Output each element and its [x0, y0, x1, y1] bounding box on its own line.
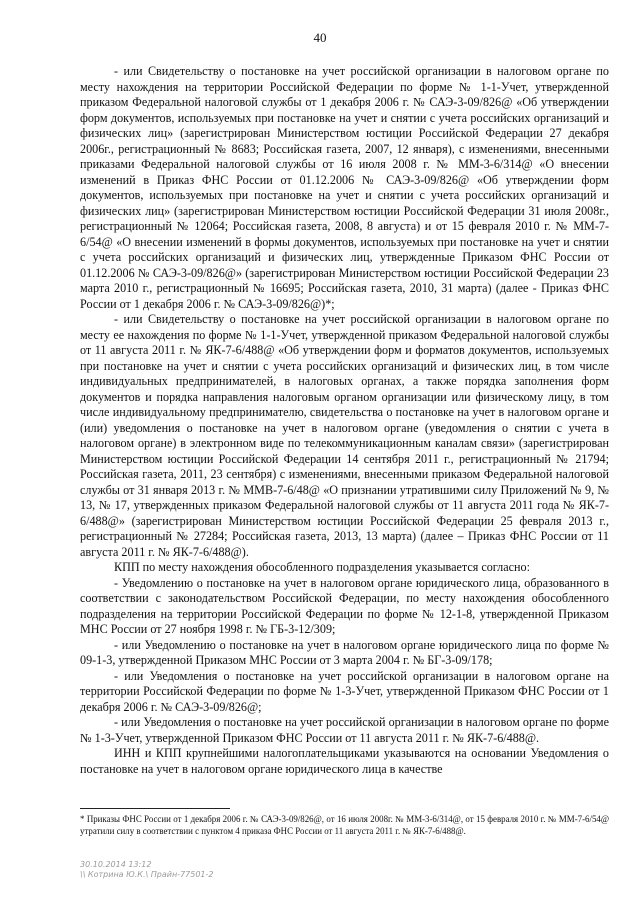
paragraph: - Уведомлению о постановке на учет в налоговом органе юридического лица, образованного в соответствии с законодательством Российской Федерации, по месту нахождения обособленного подразделения на территории Российской Федерации по форме № 12-1-8, утвержденной Приказом МНС России от 27 ноября 1998 г. № ГБ-3-12/309; [80, 575, 609, 636]
page-number: 40 [313, 30, 327, 45]
stamp-line: 30.10.2014 13:12 [80, 860, 152, 869]
paragraph: - или Уведомлению о постановке на учет в налоговом органе юридического лица по форме № 09-1-3, утвержденной Приказом МНС России от 3 марта 2004 г. № БГ-3-09/178; [80, 637, 609, 667]
paragraph: - или Уведомления о постановке на учет российской организации в налоговом органе по форме № 1-3-Учет, утвержденной Приказом ФНС России от 11 августа 2011 г. № ЯК-7-6/488@. [80, 715, 609, 745]
paragraph: - или Уведомления о постановке на учет российской организации в налоговом органе на территории Российской Федерации по форме № 1-3-Учет, утвержденной Приказом ФНС России от 1 декабря 2006 г. № САЭ-3-09/826@; [80, 668, 609, 714]
paragraph: - или Свидетельству о постановке на учет российской организации в налоговом органе по месту нахождения на территории Российской Федерации по форме № 1-1-Учет, утвержденной приказом Федеральной налоговой службы от 1 декабря 2006 г. № САЭ-3-09/826@ «Об утверждении форм документов, используемых при постановке на учет и снятии с учета российских организаций и физических лиц» (зарегистрирован Министерством юстиции Российской Федерации 27 декабря 2006г., регистрационный № 8683; Российская газета, 2007, 12 января), с изменениями, внесенными приказами Федеральной налоговой службы от 16 июля 2008 г. № ММ-3-6/314@ «О внесении изменений в Приказ ФНС России от 01.12.2006 № САЭ-3-09/826@ «Об утверждении форм документов, используемых при постановке на учет и снятии с учета российских организаций и физических лиц» (зарегистрирован Министерством юстиции Российской Федерации 31 июля 2008г., регистрационный № 12064; Российская газета, 2008, 8 августа) и от 15 февраля 2010 г. № ММ-7-6/54@ «О внесении изменений в формы документов, используемых при постановке на учет и снятии с учета российских организаций и физических лиц, утвержденные Приказом ФНС России от 01.12.2006 № САЭ-3-09/826@» (зарегистрирован Министерством юстиции Российской Федерации 23 марта 2010 г., регистрационный № 16695; Российская газета, 2010, 31 марта) (далее - Приказ ФНС России от 1 декабря 2006 г. № САЭ-3-09/826@)*; [80, 64, 609, 311]
footnote-divider [80, 808, 230, 809]
paragraph: - или Свидетельству о постановке на учет российской организации в налоговом органе по месту ее нахождения по форме № 1-1-Учет, утвержденной приказом Федеральной налоговой службы от 11 августа 2011 г. № ЯК-7-6/488@ «Об утверждении форм и форматов документов, используемых при постановке на учет и снятии с учета российских организаций и физических лиц, в том числе индивидуальных предпринимателей, в налоговых органах, а также порядка заполнения форм документов и порядка направления налоговым органом организации или физическому лицу, в том числе индивидуальному предпринимателю, свидетельства о постановке на учет в налоговом органе и (или) уведомления о постановке на учет в налоговом органе (уведомления о снятии с учета в налоговом органе) в электронном виде по телекоммуникационным каналам связи» (зарегистрирован Министерством юстиции Российской Федерации 14 сентября 2011 г., регистрационный № 21794; Российская газета, 2011, 23 сентября) с изменениями, внесенными приказом Федеральной налоговой службы от 31 января 2013 г. № ММВ-7-6/48@ «О признании утратившими силу Приложений № 9, № 13, № 17, утвержденных приказом Федеральной налоговой службы от 11 августа 2011 года № ЯК-7-6/488@» (зарегистрирован Министерством юстиции Российской Федерации 25 февраля 2013 г., регистрационный № 27284; Российская газета, 2013, 13 марта) (далее – Приказ ФНС России от 11 августа 2011 г. № ЯК-7-6/488@). [80, 312, 609, 559]
paragraph: КПП по месту нахождения обособленного подразделения указывается согласно: [114, 560, 530, 574]
print-stamp [80, 860, 380, 880]
footnote: * Приказы ФНС России от 1 декабря 2006 г. № САЭ-3-09/826@, от 16 июля 2008г. № ММ-3-6/314@, от 15 февраля 2010 г. № ММ-7-6/54@ утратили силу в соответствии с пунктом 4 приказа ФНС России от 11 августа 2011 г. № ЯК-7-6/488@. [80, 814, 609, 836]
paragraph: ИНН и КПП крупнейшими налогоплательщиками указываются на основании Уведомления о постановке на учет в налоговом органе юридического лица в качестве [80, 746, 609, 776]
body-text [80, 64, 609, 777]
stamp-line: \\ Котрина Ю.К.\ Прайн-77501-2 [80, 870, 214, 879]
